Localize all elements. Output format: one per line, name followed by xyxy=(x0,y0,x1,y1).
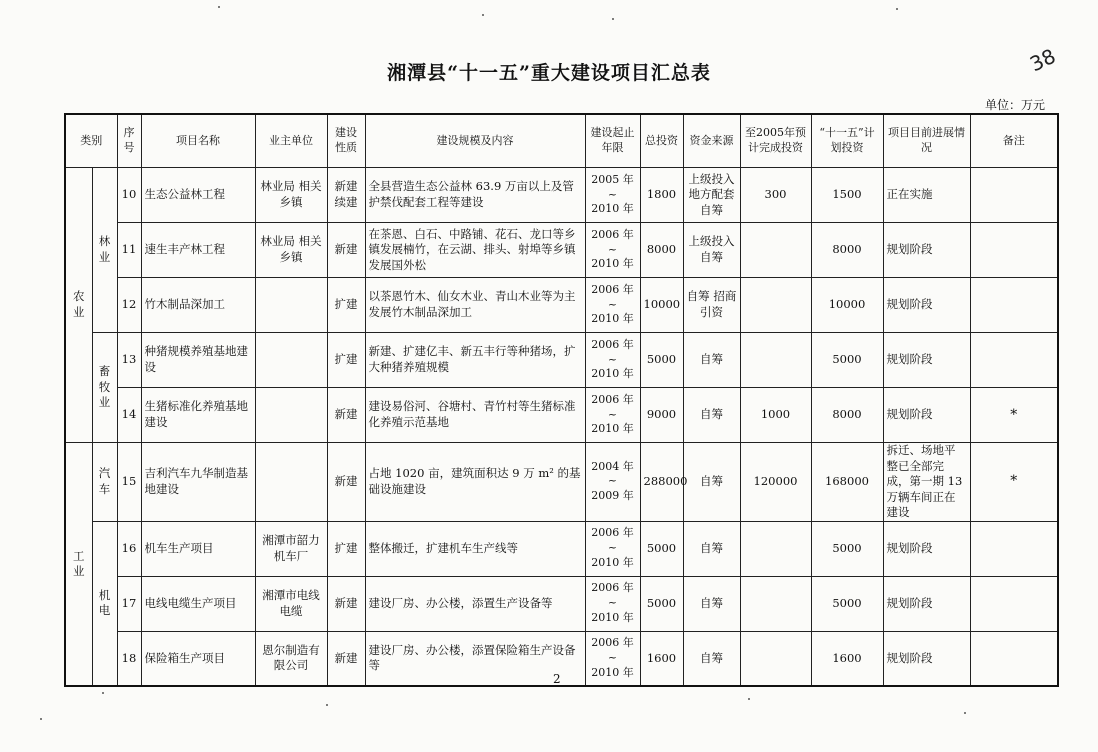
header-total: 总投资 xyxy=(640,114,683,168)
period-sep: ~ xyxy=(607,474,618,488)
row-to2005 xyxy=(740,631,811,686)
header-seq: 序号 xyxy=(117,114,141,168)
row-period xyxy=(585,443,640,522)
header-nature: 建设性质 xyxy=(327,114,365,168)
row-owner: 林业局 相关乡镇 xyxy=(255,223,327,278)
row-remark xyxy=(970,576,1058,631)
row-scope: 在茶恩、白石、中路铺、花石、龙口等乡镇发展楠竹，在云湖、排头、射埠等乡镇发展国外松 xyxy=(365,223,585,278)
row-owner xyxy=(255,278,327,333)
row-period xyxy=(585,521,640,576)
row-to2005: 300 xyxy=(740,168,811,223)
document-title: 湘潭县“十一五”重大建设项目汇总表 xyxy=(387,62,711,84)
header-owner: 业主单位 xyxy=(255,114,327,168)
period-end: 2010 年 xyxy=(591,202,634,216)
row-funding: 上级投入地方配套自筹 xyxy=(683,168,740,223)
row-funding: 自筹 招商引资 xyxy=(683,278,740,333)
header-row xyxy=(65,114,1058,168)
row-period xyxy=(585,576,640,631)
row-funding: 自筹 xyxy=(683,333,740,388)
row-period xyxy=(585,631,640,686)
row-scope: 建设厂房、办公楼，添置生产设备等 xyxy=(365,576,585,631)
row-name: 生猪标准化养殖基地建设 xyxy=(141,388,255,443)
row-progress: 规划阶段 xyxy=(883,521,970,576)
period-sep: ~ xyxy=(607,596,618,610)
period-sep: ~ xyxy=(607,242,618,256)
period-end: 2010 年 xyxy=(591,422,634,436)
table-row xyxy=(65,576,1058,631)
period-end: 2010 年 xyxy=(591,611,634,624)
row-total: 5000 xyxy=(640,333,683,388)
row-period xyxy=(585,168,640,223)
row-seq: 11 xyxy=(117,223,141,278)
row-total: 1800 xyxy=(640,168,683,223)
row-name: 机车生产项目 xyxy=(141,521,255,576)
period-end: 2010 年 xyxy=(591,556,634,569)
scan-speck xyxy=(896,8,898,10)
row-scope: 建设厂房、办公楼，添置保险箱生产设备等 xyxy=(365,631,585,686)
row-plan: 5000 xyxy=(811,333,883,388)
handwritten-page-mark: 38 xyxy=(1026,43,1060,77)
row-total: 1600 xyxy=(640,631,683,686)
row-owner: 湘潭市韶力机车厂 xyxy=(255,521,327,576)
category-agriculture: 农业 xyxy=(65,168,92,443)
scan-speck xyxy=(218,6,220,8)
row-remark: * xyxy=(970,388,1058,443)
header-period: 建设起止年限 xyxy=(585,114,640,168)
period-sep: ~ xyxy=(607,650,618,664)
scan-speck xyxy=(102,692,104,694)
row-remark: * xyxy=(970,443,1058,522)
period-start: 2006 年 xyxy=(591,526,634,540)
row-plan: 8000 xyxy=(811,223,883,278)
row-progress: 正在实施 xyxy=(883,168,970,223)
row-total: 10000 xyxy=(640,278,683,333)
row-seq: 16 xyxy=(117,521,141,576)
row-period xyxy=(585,278,640,333)
period-start: 2006 年 xyxy=(591,227,634,241)
row-name: 吉利汽车九华制造基地建设 xyxy=(141,443,255,522)
row-to2005 xyxy=(740,333,811,388)
table-row xyxy=(65,388,1058,443)
row-scope: 整体搬迁，扩建机车生产线等 xyxy=(365,521,585,576)
row-remark xyxy=(970,521,1058,576)
table-row xyxy=(65,631,1058,686)
row-funding: 自筹 xyxy=(683,576,740,631)
row-seq: 14 xyxy=(117,388,141,443)
row-progress: 拆迁、场地平整已全部完成，第一期 13 万辆车间正在建设 xyxy=(883,443,970,522)
row-remark xyxy=(970,333,1058,388)
row-nature: 新建 xyxy=(327,443,365,522)
row-total: 8000 xyxy=(640,223,683,278)
period-sep: ~ xyxy=(607,352,618,366)
table-row xyxy=(65,333,1058,388)
period-start: 2006 年 xyxy=(591,282,634,296)
row-period xyxy=(585,388,640,443)
period-sep: ~ xyxy=(607,541,618,555)
row-scope: 占地 1020 亩，建筑面积达 9 万 m² 的基础设施建设 xyxy=(365,443,585,522)
project-summary-table xyxy=(64,113,1059,687)
scan-speck xyxy=(482,14,484,16)
row-nature: 新建 续建 xyxy=(327,168,365,223)
row-name: 种猪规模养殖基地建设 xyxy=(141,333,255,388)
table-row xyxy=(65,168,1058,223)
row-seq: 10 xyxy=(117,168,141,223)
subcategory-electromech: 机电 xyxy=(92,521,117,686)
row-total: 288000 xyxy=(640,443,683,522)
header-progress: 项目目前进展情况 xyxy=(883,114,970,168)
table-row xyxy=(65,278,1058,333)
row-seq: 18 xyxy=(117,631,141,686)
row-name: 电线电缆生产项目 xyxy=(141,576,255,631)
subcategory-livestock: 畜牧业 xyxy=(92,333,117,443)
row-name: 速生丰产林工程 xyxy=(141,223,255,278)
row-period xyxy=(585,223,640,278)
period-end: 2010 年 xyxy=(591,257,634,271)
header-category: 类别 xyxy=(65,114,117,168)
row-to2005: 1000 xyxy=(740,388,811,443)
row-funding: 自筹 xyxy=(683,631,740,686)
scan-speck xyxy=(748,698,750,700)
row-plan: 5000 xyxy=(811,576,883,631)
row-remark xyxy=(970,278,1058,333)
row-plan: 1600 xyxy=(811,631,883,686)
category-industry: 工业 xyxy=(65,443,92,687)
row-nature: 扩建 xyxy=(327,521,365,576)
header-funding: 资金来源 xyxy=(683,114,740,168)
scan-speck xyxy=(964,712,966,714)
row-name: 生态公益林工程 xyxy=(141,168,255,223)
row-funding: 上级投入 自筹 xyxy=(683,223,740,278)
row-scope: 以茶恩竹木、仙女木业、青山木业等为主发展竹木制品深加工 xyxy=(365,278,585,333)
subcategory-forestry: 林业 xyxy=(92,168,117,333)
page-number: 2 xyxy=(553,672,561,686)
scan-speck xyxy=(326,704,328,706)
period-sep: ~ xyxy=(607,187,618,201)
header-remark: 备注 xyxy=(970,114,1058,168)
row-to2005 xyxy=(740,223,811,278)
row-seq: 13 xyxy=(117,333,141,388)
period-sep: ~ xyxy=(607,297,618,311)
row-scope: 新建、扩建亿丰、新五丰行等种猪场，扩大种猪养殖规模 xyxy=(365,333,585,388)
row-owner xyxy=(255,333,327,388)
row-scope: 全县营造生态公益林 63.9 万亩以上及管护禁伐配套工程等建设 xyxy=(365,168,585,223)
period-start: 2005 年 xyxy=(591,172,634,186)
scan-speck xyxy=(612,18,614,20)
row-name: 保险箱生产项目 xyxy=(141,631,255,686)
subcategory-auto: 汽车 xyxy=(92,443,117,522)
row-funding: 自筹 xyxy=(683,443,740,522)
row-name: 竹木制品深加工 xyxy=(141,278,255,333)
row-nature: 扩建 xyxy=(327,278,365,333)
row-total: 5000 xyxy=(640,521,683,576)
row-nature: 扩建 xyxy=(327,333,365,388)
row-remark xyxy=(970,631,1058,686)
table-row xyxy=(65,443,1058,522)
row-progress: 规划阶段 xyxy=(883,576,970,631)
period-end: 2010 年 xyxy=(591,312,634,326)
row-nature: 新建 xyxy=(327,631,365,686)
row-progress: 规划阶段 xyxy=(883,223,970,278)
row-plan: 1500 xyxy=(811,168,883,223)
row-progress: 规划阶段 xyxy=(883,278,970,333)
header-plan: “十一五”计划投资 xyxy=(811,114,883,168)
period-start: 2006 年 xyxy=(591,392,634,406)
row-funding: 自筹 xyxy=(683,388,740,443)
row-scope: 建设易俗河、谷塘村、青竹村等生猪标准化养殖示范基地 xyxy=(365,388,585,443)
unit-label: 单位：万元 xyxy=(985,98,1046,112)
row-remark xyxy=(970,168,1058,223)
table-row xyxy=(65,521,1058,576)
row-owner: 恩尔制造有限公司 xyxy=(255,631,327,686)
period-start: 2004 年 xyxy=(591,459,634,473)
row-owner xyxy=(255,388,327,443)
row-seq: 15 xyxy=(117,443,141,522)
period-start: 2006 年 xyxy=(591,581,634,595)
row-to2005 xyxy=(740,278,811,333)
row-owner: 湘潭市电线电缆 xyxy=(255,576,327,631)
row-to2005: 120000 xyxy=(740,443,811,522)
row-progress: 规划阶段 xyxy=(883,631,970,686)
row-progress: 规划阶段 xyxy=(883,388,970,443)
row-total: 5000 xyxy=(640,576,683,631)
header-to2005: 至2005年预计完成投资 xyxy=(740,114,811,168)
period-end: 2010 年 xyxy=(591,665,634,679)
header-name: 项目名称 xyxy=(141,114,255,168)
row-plan: 168000 xyxy=(811,443,883,522)
scan-speck xyxy=(40,718,42,720)
row-to2005 xyxy=(740,521,811,576)
row-progress: 规划阶段 xyxy=(883,333,970,388)
period-end: 2010 年 xyxy=(591,367,634,381)
row-seq: 12 xyxy=(117,278,141,333)
row-to2005 xyxy=(740,576,811,631)
row-funding: 自筹 xyxy=(683,521,740,576)
row-owner: 林业局 相关乡镇 xyxy=(255,168,327,223)
row-total: 9000 xyxy=(640,388,683,443)
period-start: 2006 年 xyxy=(591,636,634,650)
row-seq: 17 xyxy=(117,576,141,631)
period-end: 2009 年 xyxy=(591,489,634,503)
row-plan: 10000 xyxy=(811,278,883,333)
row-nature: 新建 xyxy=(327,576,365,631)
row-owner xyxy=(255,443,327,522)
row-nature: 新建 xyxy=(327,223,365,278)
row-nature: 新建 xyxy=(327,388,365,443)
row-plan: 8000 xyxy=(811,388,883,443)
period-start: 2006 年 xyxy=(591,337,634,351)
header-scope: 建设规模及内容 xyxy=(365,114,585,168)
row-plan: 5000 xyxy=(811,521,883,576)
table-row xyxy=(65,223,1058,278)
period-sep: ~ xyxy=(607,407,618,421)
row-remark xyxy=(970,223,1058,278)
row-period xyxy=(585,333,640,388)
